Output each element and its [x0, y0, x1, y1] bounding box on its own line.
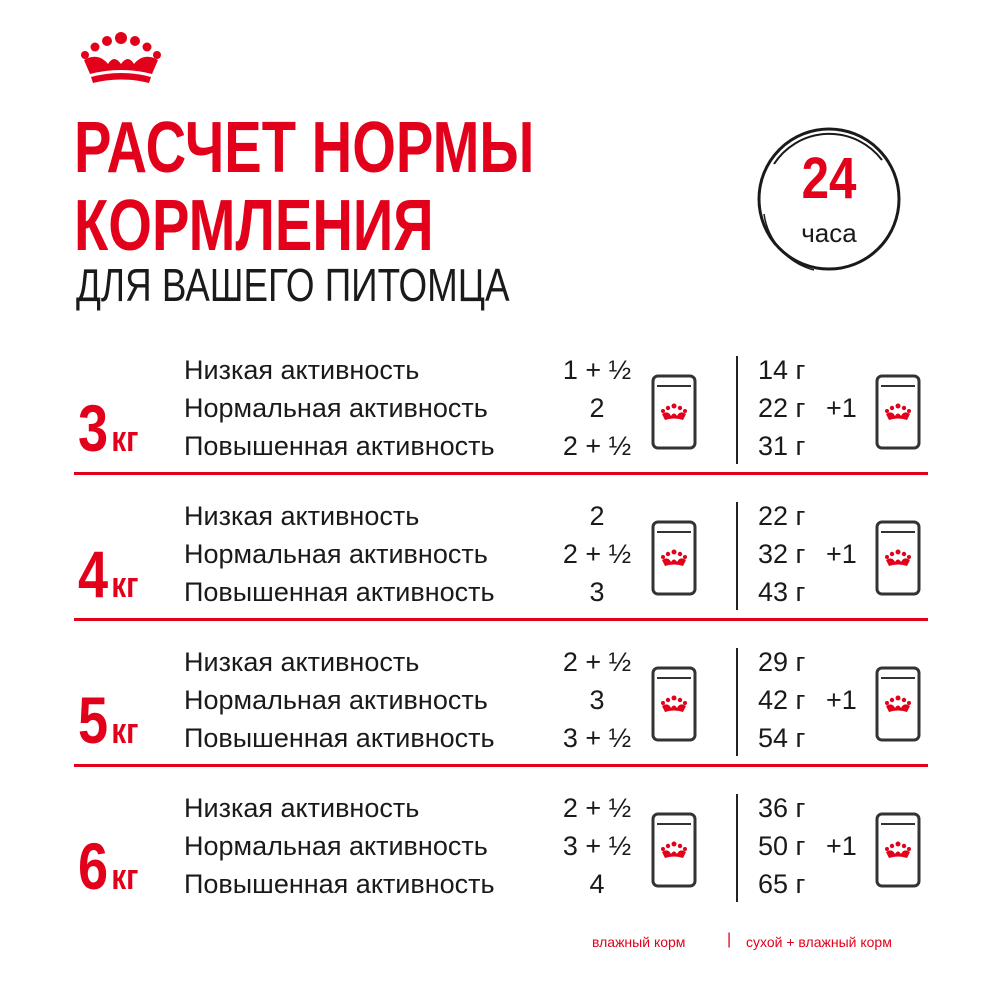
crown-pouch-icon — [875, 374, 921, 450]
crown-pouch-icon — [651, 812, 697, 888]
activity-label: Низкая активность — [184, 647, 420, 677]
weight-label: 6кг — [78, 829, 139, 903]
footer-wet-label: влажный корм — [592, 934, 686, 950]
dry-amount: 14 г — [758, 355, 806, 385]
crown-pouch-icon — [651, 374, 697, 450]
dry-amount: 65 г — [758, 869, 806, 899]
plus-pouch-count: +1 — [826, 831, 857, 861]
column-divider — [736, 794, 738, 902]
wet-amount: 2 — [589, 393, 605, 423]
weight-label: 4кг — [78, 537, 139, 611]
hours-label: часа — [801, 218, 857, 248]
column-divider — [736, 648, 738, 756]
weight-block-3kg — [0, 352, 1000, 498]
wet-amount: 2 + ½ — [562, 431, 632, 461]
crown-logo-icon — [78, 30, 164, 86]
footer-dry-label: сухой + влажный корм — [746, 934, 892, 950]
column-divider — [736, 502, 738, 610]
weight-block-5kg — [0, 644, 1000, 790]
activity-label: Нормальная активность — [184, 685, 488, 715]
dry-amount: 42 г — [758, 685, 806, 715]
wet-amount: 3 + ½ — [562, 831, 632, 861]
page-title-line1: РАСЧЕТ НОРМЫ — [74, 108, 535, 188]
wet-amount: 2 + ½ — [562, 539, 632, 569]
wet-amount: 2 — [589, 501, 605, 531]
wet-amount: 4 — [589, 869, 605, 899]
weight-block-4kg — [0, 498, 1000, 644]
activity-label: Низкая активность — [184, 355, 420, 385]
wet-amount: 2 + ½ — [562, 647, 632, 677]
activity-label: Нормальная активность — [184, 539, 488, 569]
activity-label: Повышенная активность — [184, 869, 495, 899]
dry-amount: 32 г — [758, 539, 806, 569]
activity-label: Нормальная активность — [184, 831, 488, 861]
plus-pouch-count: +1 — [826, 393, 857, 423]
footer-separator: | — [727, 931, 732, 948]
column-divider — [736, 356, 738, 464]
crown-pouch-icon — [875, 520, 921, 596]
crown-pouch-icon — [875, 812, 921, 888]
weight-label: 3кг — [78, 391, 139, 465]
dry-amount: 43 г — [758, 577, 806, 607]
dry-amount: 50 г — [758, 831, 806, 861]
dry-amount: 31 г — [758, 431, 806, 461]
crown-pouch-icon — [651, 666, 697, 742]
hours-number: 24 — [801, 146, 857, 211]
section-divider — [74, 472, 928, 475]
wet-amount: 3 + ½ — [562, 723, 632, 753]
section-divider — [74, 764, 928, 767]
weight-label: 5кг — [78, 683, 139, 757]
plus-pouch-count: +1 — [826, 685, 857, 715]
dry-amount: 29 г — [758, 647, 806, 677]
activity-label: Нормальная активность — [184, 393, 488, 423]
crown-pouch-icon — [875, 666, 921, 742]
activity-label: Повышенная активность — [184, 577, 495, 607]
dry-amount: 22 г — [758, 393, 806, 423]
crown-pouch-icon — [651, 520, 697, 596]
page-title-line2: КОРМЛЕНИЯ — [74, 186, 434, 266]
activity-label: Низкая активность — [184, 793, 420, 823]
dry-amount: 36 г — [758, 793, 806, 823]
plus-pouch-count: +1 — [826, 539, 857, 569]
activity-label: Повышенная активность — [184, 723, 495, 753]
wet-amount: 1 + ½ — [562, 355, 632, 385]
dry-amount: 22 г — [758, 501, 806, 531]
wet-amount: 3 — [589, 577, 605, 607]
dry-amount: 54 г — [758, 723, 806, 753]
activity-label: Низкая активность — [184, 501, 420, 531]
page-subtitle: ДЛЯ ВАШЕГО ПИТОМЦА — [76, 259, 510, 311]
wet-amount: 2 + ½ — [562, 793, 632, 823]
section-divider — [74, 618, 928, 621]
weight-block-6kg — [0, 790, 1000, 936]
wet-amount: 3 — [589, 685, 605, 715]
activity-label: Повышенная активность — [184, 431, 495, 461]
